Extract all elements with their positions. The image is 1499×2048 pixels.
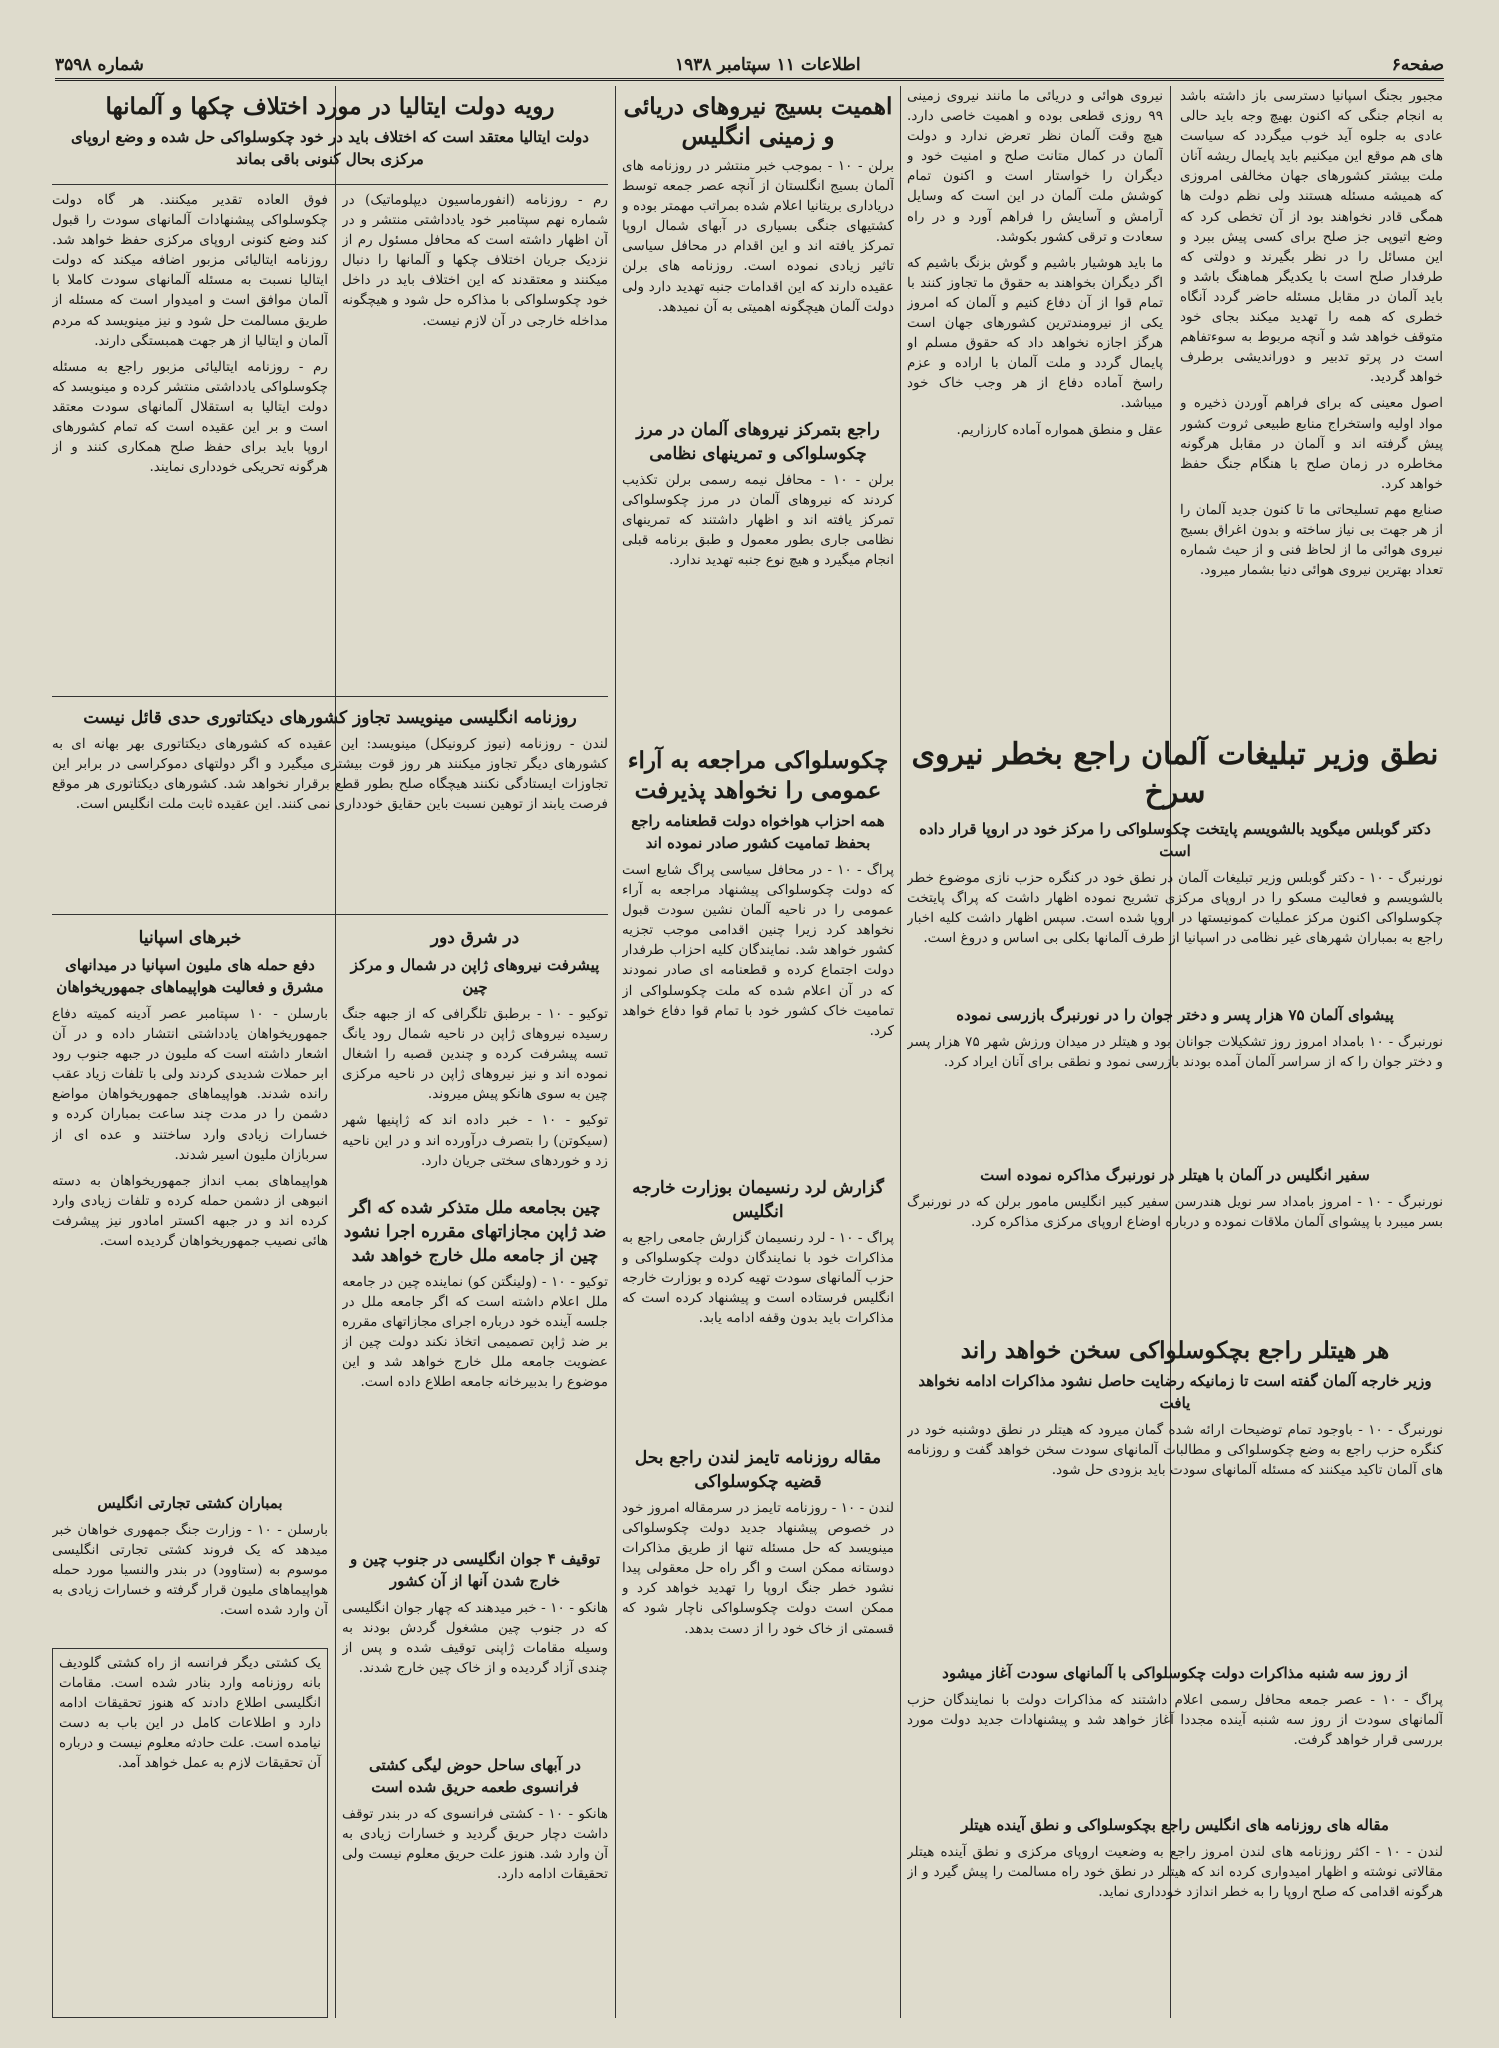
headline: چین بجامعه ملل متذکر شده که اگر ضد ژاپن مجازاتهای مقرره اجرا نشود چین از جامعه ملل خارج خواهد شد xyxy=(343,1198,607,1266)
article-runciman xyxy=(622,1170,894,1430)
article-league xyxy=(342,1190,608,1540)
headline: اهمیت بسیج نیروهای دریائی و زمینی انگلیس xyxy=(623,93,893,150)
article-body: توکیو - ۱۰ - (ولینگتن کو) نماینده چین در جامعه ملل اعلام داشته است که اگر جامعه ملل در جلسه آینده خود درباره اجرای مجازاتهای مقرره بر ضد ژاپن تصمیمی اتخاذ نکند دولت چین از عضویت جامعه ملل خارج خواهد شد و این موضوع را بدبیرخانه جامعه اطلاع داده است. xyxy=(342,1274,608,1391)
paragraph: عقل و منطق همواره آماده کارزاریم. xyxy=(956,421,1163,438)
headline: توقیف ۴ جوان انگلیسی در جنوب چین و خارج شدن آنها از آن کشور xyxy=(349,1550,601,1590)
article-far-east xyxy=(342,920,608,1180)
article-body: توکیو - ۱۰ - خبر داده اند که ژاپنیها شهر (سیکوتن) را بتصرف درآورده اند و در این ناحیه زد و خوردهای سختی جریان دارد. xyxy=(342,1112,608,1169)
article-body: پراگ - ۱۰ - در محافل سیاسی پراگ شایع است که دولت چکوسلواکی پیشنهاد مراجعه به آراء عمومی را در ناحیه آلمان نشین سودت قبول نخواهد کرد زیرا چنین اقدامی موجب تجزیه کشور خواهد شد. نمایندگان کلیه احزاب طرفدار دولت اجتماع کرده و قطعنامه ای صادر نمودند که در آن اعلام شده که ملت چکوسلواکی از تمامیت خاک کشور خود با تمام قوا دفاع خواهد کرد. xyxy=(622,862,894,1039)
article-body: بارسلن - ۱۰ - وزارت جنگ جمهوری خواهان خبر میدهد که یک فروند کشتی تجارتی انگلیسی موسوم به (ستاوود) در بندر والنسیا مورد حمله هواپیماهای ملیون قرار گرفته و خسارات زیادی به آن وارد شده است. xyxy=(52,1522,328,1619)
article-body: لندن - ۱۰ - روزنامه تایمز در سرمقاله امروز خود در خصوص پیشنهاد جدید دولت چکوسلواکی مینویسد که حل مسئله تنها از طریق مذاکرات دوستانه ممکن است و اگر راه حل معقولی پیدا نشود خطر جنگ اروپا را تهدید خواهد کرد و ممکن است دولت چکوسلواکی ناچار شود که قسمتی از خاک خود را از دست بدهد. xyxy=(622,1500,894,1637)
subheadline: دولت ایتالیا معتقد است که اختلاف باید در خود چکوسلواکی حل شده و وضع اروپای مرکزی بحال کنونی باقی بماند xyxy=(71,128,589,168)
article-border-troops xyxy=(622,412,894,732)
headline: رویه دولت ایتالیا در مورد اختلاف چکها و آلمانها xyxy=(105,93,555,120)
article-body: لندن - روزنامه (نیوز کرونیکل) مینویسد: این عقیده که کشورهای دیکتاتوری بهر بهانه ای به کشورهای دیگر تجاوز میکنند هر روز قوت بیشتری میگیرد و اگر دولتهای دموکراسی در برابر این تجاوزات ایستادگی نکنند هیچگاه صلح بطور قطع برقرار نخواهد شد. کشورهای دیکتاتوری هر موقع فرصت یابند از توهین نسبت باین حقایق خودداری نمی کنند. این عقیده ثابت ملت انگلیس است. xyxy=(52,736,608,813)
article-body: نورنبرگ - ۱۰ بامداد امروز روز تشکیلات جوانان بود و هیتلر در میدان ورزش شهر ۷۵ هزار پسر و دختر جوان را که از سراسر آلمان آمده بودند بازرسی نمود و نطقی برای آنان ایراد کرد. xyxy=(907,1034,1443,1071)
section-title: خبرهای اسپانیا xyxy=(138,928,242,948)
issue-date: اطلاعات ۱۱ سپتامبر ۱۹۳۸ xyxy=(674,55,861,75)
article-youth-review xyxy=(907,1002,1443,1162)
article-body: لندن - ۱۰ - اکثر روزنامه های لندن امروز راجع به وضعیت اروپای مرکزی و نطق آینده هیتلر مقالاتی نوشته و اظهار امیدواری کرده اند که هیتلر در نطق خود راه مسالمت را پیش گیرد و از هرگونه اقدامی که صلح اروپا را به خطر اندازد خودداری نماید. xyxy=(907,1844,1443,1901)
article-ambassador xyxy=(907,1162,1443,1322)
divider xyxy=(52,696,608,697)
paragraph: ما باید هوشیار باشیم و گوش بزنگ باشیم که اگر دیگران بخواهند به حقوق ما تجاوز کنند با تمام قوا از آن دفاع کنیم و آلمان که امروز یکی از نیرومندترین کشورهای جهان است هرگز اجازه نخواهد داد که حقوق مسلم او پایمال گردد و ملت آلمان با اراده و عزم راسخ آماده دفاع از هر وجب خاک خود میباشد. xyxy=(907,254,1163,412)
headline: از روز سه شنبه مذاکرات دولت چکوسلواکی با آلمانهای سودت آغاز میشود xyxy=(942,1664,1408,1682)
page-header xyxy=(55,52,1444,81)
column-rule xyxy=(900,86,901,2018)
column-rule xyxy=(615,86,616,2018)
paragraph: اصول معینی که برای فراهم آوردن ذخیره و مواد اولیه واستخراج منابع طبیعی ثروت کشور پیش گرفته اند و آلمان در مقابل هرگونه مخاطره در زمان صلح با هنگام جنگ حفظ خواهد کرد. xyxy=(1180,395,1443,492)
article-body: برلن - ۱۰ - بموجب خبر منتشر در روزنامه های آلمان بسیج انگلستان از آنچه عصر جمعه توسط دریاداری بریتانیا اعلام شده بمراتب مهمتر بوده و کشتیهای جنگی بسیاری در آبهای شمال اروپا تمرکز یافته اند و این اقدام در محافل سیاسی تاثیر زیادی نموده است. روزنامه های برلن عقیده دارند که این اقدامات جنبه تهدید دارد ولی دولت آلمان هیچگونه اهمیتی به آن نمیدهد. xyxy=(622,158,894,315)
article-body: رم - روزنامه (انفورماسیون دیپلوماتیک) در شماره نهم سپتامبر خود یادداشتی منتشر و در آن اظهار داشته است که محافل مسئول رم از نزدیک جریان اختلاف چکها و آلمانها را دنبال میکنند و معتقدند که این اختلاف باید در داخل خود چکوسلواکی با مذاکره حل شود و هیچگونه مداخله خارجی در آن لازم نیست. xyxy=(342,192,608,329)
subheadline: همه احزاب هواخواه دولت قطعنامه راجع بحفظ تمامیت کشور صادر نموده اند xyxy=(631,812,885,852)
article-body: پراگ - ۱۰ - عصر جمعه محافل رسمی اعلام داشتند که مذاکرات دولت با نمایندگان حزب آلمانهای سودت از روز سه شنبه آینده مجددا آغاز خواهد شد و پیشنهادات جدید دولت مورد بررسی قرار خواهد گرفت. xyxy=(907,1692,1443,1749)
headline: گزارش لرد رنسیمان بوزارت خارجه انگلیس xyxy=(632,1178,884,1222)
article-body: هانکو - ۱۰ - خبر میدهند که چهار جوان انگلیسی که در جنوب چین مشغول گردش بودند به وسیله مقامات ژاپنی توقیف شده و پس از چندی آزاد گردیده و از خاک چین خارج شدند. xyxy=(342,1600,608,1677)
article-detained xyxy=(342,1546,608,1746)
headline: مقاله های روزنامه های انگلیس راجع بچکوسلواکی و نطق آینده هیتلر xyxy=(961,1816,1389,1834)
article-column-far-right xyxy=(1180,86,1443,726)
page-label: صفحه۶ xyxy=(1391,55,1444,75)
article-body: هانکو - ۱۰ - کشتی فرانسوی که در بندر توقف داشت دچار حریق گردید و خسارات زیادی به آن وارد شد. هنوز علت حریق معلوم نیست ولی تحقیقات ادامه دارد. xyxy=(342,1806,608,1883)
headline: روزنامه انگلیسی مینویسد تجاوز کشورهای دیکتاتوری حدی قائل نیست xyxy=(83,708,577,728)
column-rule xyxy=(335,86,336,2018)
issue-number: شماره ۳۵۹۸ xyxy=(55,55,144,75)
subheadline: دکتر گوبلس میگوید بالشویسم پایتخت چکوسلواکی را مرکز خود در اروپا قرار داده است xyxy=(919,820,1431,860)
article-body: یک کشتی دیگر فرانسه از راه کشتی گلودیف بانه روزنامه وارد بنادر شده است. مقامات انگلیسی اطلاع دادند که هنوز تحقیقات ادامه دارد و اطلاعات کامل در این باب به دست نیامده است. علت حادثه معلوم نیست و درباره آن تحقیقات لازم به عمل خواهد آمد. xyxy=(59,1655,321,1772)
article-tuesday-talks xyxy=(907,1660,1443,1810)
article-italy-left xyxy=(52,190,328,690)
article-ship-bombing xyxy=(52,1490,328,1640)
article-referendum xyxy=(622,740,894,1160)
headline: سفیر انگلیس در آلمان با هیتلر در نورنبرگ مذاکره نموده است xyxy=(980,1166,1370,1184)
article-body: رم - روزنامه ایتالیائی مزبور راجع به مسئله چکوسلواکی یادداشتی منتشر کرده و مینویسد که دولت ایتالیا به استقلال آلمانهای سودت معتقد است و بر این عقیده است که تمام کشورهای اروپا باید برای حفظ صلح همکاری کنند و از هرگونه تحریکی خودداری نمایند. xyxy=(52,358,328,476)
paragraph: مجبور بجنگ اسپانیا دسترسی باز داشته باشد به انجام جنگی که اکنون بهیچ وجه باید حالی عادی به جلوه آید خوب میگردد که سیاست های هم موقع این میکنیم باید پایمال ریشه آنان ملت بیشتر کشورهای جهان مخالفی امروزی که همیشه مسئله هستند ولی نظم دولت ها همگی قادر نخواهند بود از آن تخطی کرد که وضع اتیوپی جز صلح برای کسی پیش ببرد و این مسائل را در نظر بگیرند و دولتی که طرفدار صلح است با یکدیگر هماهنگ باشد و باید آلمان در مقابل مسئله حاضر گردد آنگاه خطری که همه را تهدید میکند بجای خود متوقف خواهد شد و آنچه مربوط به سوءتفاهم است در پرتو تدبیر و دوراندیشی برطرف خواهد گردید. xyxy=(1180,88,1443,386)
article-body: نورنبرگ - ۱۰ - باوجود تمام توضیحات ارائه شده گمان میرود که هیتلر در نطق دوشنبه خود در کنگره حزب راجع به وضع چکوسلواکی و مطالبات آلمانهای سودت سخن خواهد گفت و روزنامه های آلمان تاکید میکنند که مسئله آلمانهای سودت باید بزودی حل شود. xyxy=(907,1422,1443,1479)
headline: راجع بتمرکز نیروهای آلمان در مرز چکوسلواکی و تمرینهای نظامی xyxy=(636,420,880,464)
headline: پیشوای آلمان ۷۵ هزار پسر و دختر جوان را در نورنبرگ بازرسی نموده xyxy=(956,1006,1394,1024)
divider xyxy=(52,914,608,915)
headline: مقاله روزنامه تایمز لندن راجع بحل قضیه چکوسلواکی xyxy=(634,1448,882,1492)
headline: دفع حمله های ملیون اسپانیا در میدانهای مشرق و فعالیت هواپیماهای جمهوریخواهان xyxy=(56,956,324,996)
article-body: پراگ - ۱۰ - لرد رنسیمان گزارش جامعی راجع به مذاکرات خود با نمایندگان دولت چکوسلواکی و حزب آلمانهای سودت تهیه کرده و بوزارت خارجه انگلیس فرستاده است و پیشنهاد کرده است که مذاکرات باید بدون وقفه ادامه یابد. xyxy=(622,1230,894,1327)
headline: در آبهای ساحل حوض لیگی کشتی فرانسوی طعمه حریق شده است xyxy=(369,1756,581,1796)
article-goebbels xyxy=(907,732,1443,1002)
headline: پیشرفت نیروهای ژاپن در شمال و مرکز چین xyxy=(350,956,600,996)
article-spain xyxy=(52,920,328,1480)
article-body: نورنبرگ - ۱۰ - دکتر گوبلس وزیر تبلیغات آلمان در نطق خود در کنگره حزب نازی موضوع خطر بالشویسم و فعالیت مسکو را در اروپای مرکزی تشریح نموده اظهار داشت که پراگ پایتخت چکوسلواکی اکنون مرکز عملیات کمونیستها در اروپا شده است. سپس اظهار داشت کلیه اخبار راجع به بمباران شهرهای غیر نظامی در اسپانیا از طرف آلمانها بکلی بی اساس و دروغ است. xyxy=(907,870,1443,947)
headline: نطق وزیر تبلیغات آلمان راجع بخطر نیروی سرخ xyxy=(911,737,1439,810)
article-body: توکیو - ۱۰ - برطبق تلگرافی که از جبهه جنگ رسیده نیروهای ژاپن در ناحیه شمال رود یانگ تسه پیشرفت کرده و چندین قصبه را اشغال نموده اند و نیز نیروهای ژاپن در ناحیه مرکزی چین به سوی هانکو پیش میروند. xyxy=(342,1006,608,1103)
headline: بمباران کشتی تجارتی انگلیس xyxy=(97,1494,283,1512)
article-hitler-speech xyxy=(907,1330,1443,1660)
article-column-mid-right xyxy=(907,86,1163,726)
article-body: نورنبرگ - ۱۰ - امروز بامداد سر نویل هندرسن سفیر کبیر انگلیس مامور برلن که در نورنبرگ بسر میبرد با پیشوای آلمان ملاقات نموده و درباره اوضاع اروپای مرکزی مذاکره کرد. xyxy=(907,1194,1443,1231)
paragraph: نیروی هوائی و دریائی ما مانند نیروی زمینی ۹۹ روزی قطعی بوده و اهمیت خاصی دارد. هیچ وقت آلمان نظر تعرض ندارد و دولت آلمان در کمال متانت صلح و امنیت خود و دیگران را خواستار است و اکنون تمام کوشش ملت آلمان در این است که وسایل آرامش و آسایش را فراهم آورد و در راه سعادت و ترقی کشور بکوشد. xyxy=(907,88,1163,245)
headline: هر هیتلر راجع بچکوسلواکی سخن خواهد راند xyxy=(960,1337,1390,1364)
subheadline: وزیر خارجه آلمان گفته است تا زمانیکه رضایت حاصل نشود مذاکرات ادامه نخواهد یافت xyxy=(918,1372,1432,1412)
section-title: در شرق دور xyxy=(430,928,520,948)
article-body: هواپیماهای بمب انداز جمهوریخواهان به دسته انبوهی از دشمن حمله کرده و تلفات زیادی وارد کرده اند و در جبهه اکستر امادور نیز پیشرفت هائی نصیب جمهوریخواهان گردیده است. xyxy=(52,1172,328,1250)
paragraph: صنایع مهم تسلیحاتی ما تا کنون جدید آلمان را از هر جهت بی نیاز ساخته و بدون اغراق بسیج نیروی هوائی ما از لحاظ فنی و از حیث شماره تعداد بهترین نیروی هوائی دنیا بشمار میرود. xyxy=(1180,501,1443,579)
article-body: بارسلن - ۱۰ سپتامبر عصر آدینه کمیته دفاع جمهوریخواهان یادداشتی انتشار داده و در آن اشعار داشته است که ملیون در جبهه جنوب رود ابر حملات شدیدی کردند ولی با تلفات زیاد عقب رانده شدند. هواپیماهای جمهوریخواهان مواضع دشمن را در مدت چند ساعت بمباران کرده و خسارات زیادی وارد ساختند و عده ای از سربازان ملیون اسیر شدند. xyxy=(52,1006,328,1163)
headline: چکوسلواکی مراجعه به آراء عمومی را نخواهد پذیرفت xyxy=(627,747,889,804)
article-naval-mobilization xyxy=(622,86,894,406)
article-body: برلن - ۱۰ - محافل نیمه رسمی برلن تکذیب کردند که نیروهای آلمان در مرز چکوسلواکی تمرکز یافته اند و اظهار داشتند که تمرینهای نظامی جاری بطور معمول و طبق برنامه قبلی انجام میگیرد و هیچ نوع جنبه تهدید ندارد. xyxy=(622,472,894,569)
article-london-papers xyxy=(907,1812,1443,2018)
article-dictatorships xyxy=(52,700,608,910)
article-italy-head xyxy=(52,86,608,182)
divider xyxy=(52,184,608,185)
article-french-ship-box xyxy=(52,1648,328,2018)
article-body: فوق العاده تقدیر میکنند. هر گاه دولت چکوسلواکی پیشنهادات آلمانهای سودت را قبول کند وضع کنونی اروپای مرکزی حفظ خواهد شد. روزنامه ایتالیائی مزبور اضافه میکند که دولت ایتالیا نسبت به مسئله آلمانهای سودت کاملا با آلمان موافق است و امیدوار است که مسئله از طریق مسالمت حل شود و نیز مینویسد که مردم آلمان و ایتالیا از هر جهت همبستگی دارند. xyxy=(52,192,328,349)
article-ship-fire xyxy=(342,1752,608,2018)
article-italy-right xyxy=(342,190,608,690)
article-times xyxy=(622,1440,894,2018)
